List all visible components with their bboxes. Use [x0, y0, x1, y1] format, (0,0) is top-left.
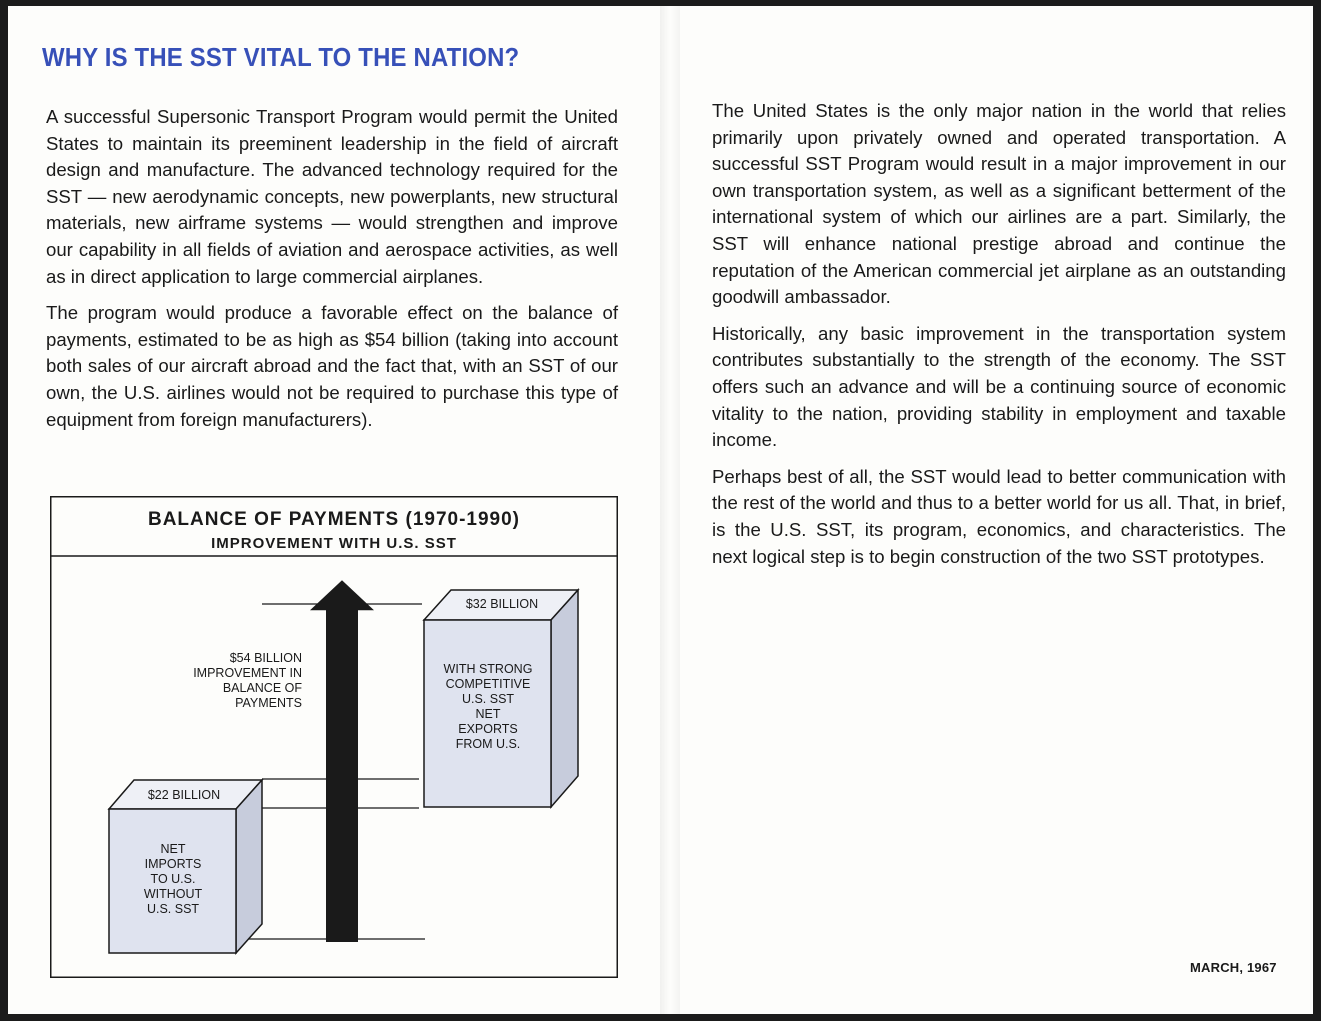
arrow-label-line: PAYMENTS [235, 696, 302, 710]
publication-date: MARCH, 1967 [1190, 960, 1277, 975]
improvement-arrow [310, 580, 374, 942]
page-gutter [660, 6, 680, 1014]
imports-caption-line: U.S. SST [146, 902, 200, 916]
imports-caption-line: WITHOUT [143, 887, 203, 901]
exports-value-label: $32 BILLION [465, 597, 539, 611]
arrow-label-line: IMPROVEMENT IN [193, 666, 302, 680]
imports-caption-line: NET [160, 842, 186, 856]
chart-title: BALANCE OF PAYMENTS (1970-1990) [147, 509, 521, 530]
chart-subtitle: IMPROVEMENT WITH U.S. SST [211, 535, 457, 552]
imports-box-side [236, 780, 262, 953]
exports-caption-line: COMPETITIVE [445, 677, 531, 691]
exports-caption-line: FROM U.S. [455, 737, 521, 751]
exports-box-side [551, 590, 578, 807]
exports-box [424, 590, 578, 807]
balance-of-payments-chart [50, 496, 620, 985]
left-column [46, 104, 618, 443]
paragraph: The program would produce a favorable effect on the balance of payments, estimated to be as high as $54 billion (taking into account both sales of our aircraft abroad and the fact that, with an SST of our own, the U.S. airlines would not be required to purchase this type of equipment from foreign manufacturers). [46, 302, 618, 430]
imports-caption-line: IMPORTS [144, 857, 202, 871]
arrow-label-line: $54 BILLION [229, 651, 302, 665]
right-column [712, 98, 1286, 580]
exports-caption-line: U.S. SST [461, 692, 515, 706]
imports-value-label: $22 BILLION [147, 788, 221, 802]
exports-caption-line: EXPORTS [458, 722, 518, 736]
paragraph: Perhaps best of all, the SST would lead to better communication with the rest of the world and thus to a better world for us all. That, in brief, is the U.S. SST, its program, economics, and characteristics. The next logical step is to begin construction of the two SST prototypes. [712, 465, 1286, 567]
paragraph: The United States is the only major nation in the world that relies primarily upon privately owned and operated transportation. A successful SST Program would result in a major improvement in our own transportation system, as well as a significant betterment of the international system of which our airlines are a part. Similarly, the SST will enhance national prestige abroad and continue the reputation of the American commercial jet airplane as an outstanding goodwill ambassador. [712, 100, 1286, 308]
paragraph: Historically, any basic improvement in the transportation system contributes substantially to the strength of the economy. The SST offers such an advance and will be a continuing source of economic vitality to the nation, providing stability in employment and taxable income. [712, 322, 1286, 451]
arrow-label-line: BALANCE OF [222, 681, 302, 695]
exports-caption-line: NET [475, 707, 501, 721]
imports-box [109, 780, 262, 953]
paragraph: A successful Supersonic Transport Program would permit the United States to maintain its preeminent leadership in the field of aircraft design and manufacture. The advanced technology required for the SST — new aerodynamic concepts, new powerplants, new structural materials, new airframe systems — would strengthen and improve our capability in all fields of aviation and aerospace activities, as well as in direct application to large commercial airplanes. [46, 106, 618, 287]
exports-caption-line: WITH STRONG [443, 662, 533, 676]
imports-caption-line: TO U.S. [150, 872, 196, 886]
chart-svg [50, 496, 620, 980]
page-title: WHY IS THE SST VITAL TO THE NATION? [42, 42, 520, 72]
document-page [8, 6, 1313, 1014]
